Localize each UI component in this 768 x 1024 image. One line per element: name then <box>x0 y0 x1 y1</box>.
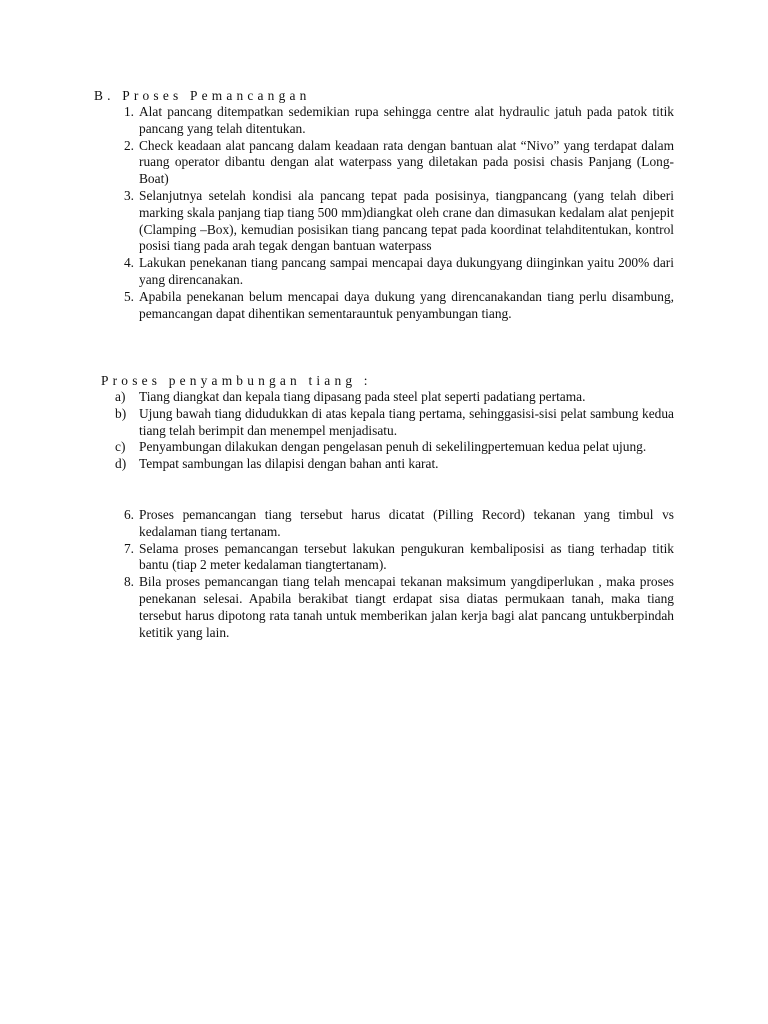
list-item-text: Penyambungan dilakukan dengan pengelasan penuh di sekelilingpertemuan kedua pelat ujung. <box>139 439 647 455</box>
splicing-list <box>112 389 674 473</box>
list-item <box>112 255 674 289</box>
list-item-marker: 6. <box>123 507 134 522</box>
section-b-heading: B. Proses Pemancangan <box>94 88 311 103</box>
list-item-text: Apabila penekanan belum mencapai daya dukung yang direncanakandan tiang perlu disambung, pemancangan dapat dihentikan sementarauntuk penyambungan tiang. <box>139 288 674 321</box>
list-item <box>112 289 674 323</box>
splicing-heading: Proses penyambungan tiang : <box>101 373 372 388</box>
list-item <box>112 138 674 188</box>
list-item-marker: 5. <box>123 288 134 304</box>
section-b-list-continued <box>112 507 674 641</box>
list-item <box>112 389 674 406</box>
list-item-marker: 7. <box>123 540 134 556</box>
list-item-text: Tiang diangkat dan kepala tiang dipasang pada steel plat seperti padatiang pertama. <box>139 389 586 404</box>
list-item-marker: b) <box>115 405 127 421</box>
list-item-text: Ujung bawah tiang didudukkan di atas kepala tiang pertama, sehinggasisi-sisi pelat sambung kedua tiang telah berimpit dan menempel menjadisatu. <box>139 405 674 438</box>
list-item-marker: 8. <box>123 574 134 590</box>
list-item-marker: a) <box>115 389 126 404</box>
list-item-text: Alat pancang ditempatkan sedemikian rupa sehingga centre alat hydraulic jatuh pada patok titik pancang yang telah ditentukan. <box>139 104 674 136</box>
list-item-marker: 3. <box>123 187 134 203</box>
list-item <box>112 574 674 641</box>
list-item-text: Selama proses pemancangan tersebut lakukan pengukuran kembaliposisi as tiang terhadap titik bantu (tiap 2 meter kedalaman tiangtertanam). <box>139 540 674 573</box>
list-item <box>112 439 674 456</box>
list-item-marker: 2. <box>123 137 134 153</box>
list-item-text: Lakukan penekanan tiang pancang sampai mencapai daya dukungyang diinginkan yaitu 200% dari yang direncanakan. <box>139 255 674 287</box>
list-item-text: Selanjutnya setelah kondisi ala pancang tepat pada posisinya, tiangpancang (yang telah diberi marking skala panjang tiap tiang 500 mm)diangkat oleh crane dan dimasukan kedalam alat penjepit (Clamping –Box), kemudian posisikan tiang pancang tepat pada koordinat telahditentukan, kontrol posisi tiang pada arah tegak dengan bantuan waterpass <box>139 187 674 254</box>
list-item-marker: 4. <box>123 255 134 271</box>
list-item-marker: c) <box>115 439 126 455</box>
list-item-marker: d) <box>115 456 127 472</box>
list-item <box>112 456 674 473</box>
list-item <box>112 188 674 255</box>
list-item <box>112 507 674 541</box>
list-item <box>112 541 674 575</box>
list-item-text: Check keadaan alat pancang dalam keadaan rata dengan bantuan alat “Nivo” yang terdapat dalam ruang operator dibantu dengan alat waterpass yang diletakan pada posisi chasis Panjang (Long-Boat) <box>139 137 674 187</box>
list-item-marker: 1. <box>123 104 134 119</box>
list-item-text: Bila proses pemancangan tiang telah mencapai tekanan maksimum yangdiperlukan , maka proses penekanan selesai. Apabila berakibat tiangt erdapat sisa diatas permukaan tanah, maka tiang tersebut harus dipotong rata tanah untuk memberikan jalan kerja bagi alat pancang untukberpindah ketitik yang lain. <box>139 574 674 640</box>
section-b-list <box>112 104 674 322</box>
list-item <box>112 104 674 138</box>
list-item-text: Tempat sambungan las dilapisi dengan bahan anti karat. <box>139 456 439 472</box>
list-item-text: Proses pemancangan tiang tersebut harus dicatat (Pilling Record) tekanan yang timbul vs kedalaman tiang tertanam. <box>139 507 674 539</box>
list-item <box>112 406 674 440</box>
